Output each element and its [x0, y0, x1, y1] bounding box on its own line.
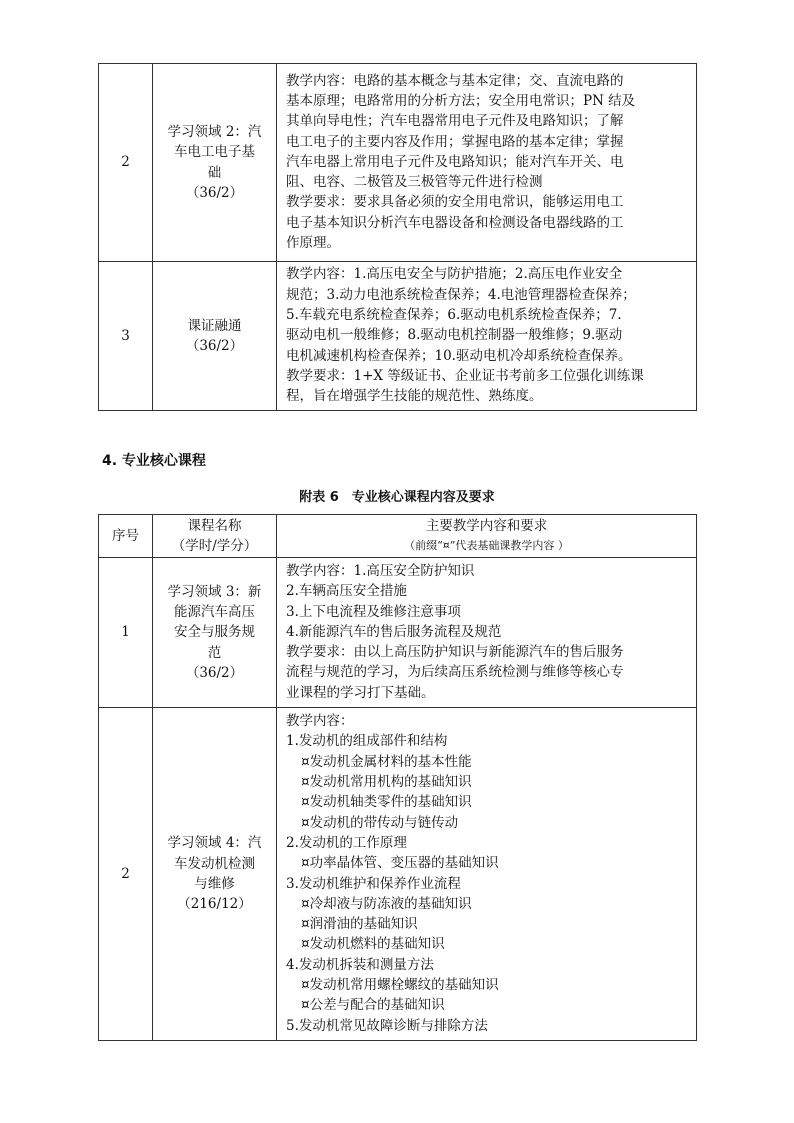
course-content — [277, 558, 697, 708]
text-line: ¤发动机常用螺栓螺纹的基础知识 — [301, 976, 499, 993]
text-line: 教学内容： — [286, 713, 354, 730]
text-line: 3.上下电流程及维修注意事项 — [286, 603, 461, 620]
course-name — [153, 708, 277, 1041]
section-heading: 4. 专业核心课程 — [102, 453, 206, 469]
text-line: ¤冷却液与防冻液的基础知识 — [301, 895, 472, 912]
table-row — [99, 64, 697, 262]
text-line: （216/12） — [177, 896, 252, 913]
text-line: 车发动机检测 — [174, 855, 255, 872]
text-line: 与维修 — [194, 876, 235, 892]
text-line: ¤发动机燃料的基础知识 — [301, 936, 445, 953]
text-line: 教学内容：1.高压安全防护知识 — [286, 562, 475, 579]
text-line: 电工电子的主要内容及作用；掌握电路的基本定律；掌握 — [286, 133, 624, 150]
text-line: 教学要求：由以上高压防护知识与新能源汽车的售后服务 — [286, 644, 624, 661]
text-line: 作原理。 — [286, 235, 340, 252]
text-line: 汽车电器上常用电子元件及电路知识；能对汽车开关、电 — [286, 153, 624, 170]
text-line: 学习领域 3：新 — [167, 583, 262, 600]
text-line: （学时/学分） — [171, 538, 258, 554]
text-line: 2.发动机的工作原理 — [286, 834, 407, 851]
course-content — [277, 262, 697, 411]
row-number: 1 — [99, 558, 153, 708]
text-line: ¤发动机轴类零件的基础知识 — [301, 794, 472, 811]
text-line: 教学内容：电路的基本概念与基本定律；交、直流电路的 — [286, 72, 624, 89]
row-number: 2 — [99, 708, 153, 1041]
text-line: 车电工电子基 — [174, 144, 255, 161]
text-line: 教学内容：1.高压电安全与防护措施；2.高压电作业安全 — [286, 266, 623, 283]
core-course-table — [98, 514, 697, 1041]
text-line: （36/2） — [185, 664, 244, 681]
text-line: 2.车辆高压安全措施 — [286, 583, 407, 600]
text-line: 电子基本知识分析汽车电器设备和检测设备电器线路的工 — [286, 214, 624, 231]
text-line: 安全与服务规 — [174, 624, 255, 641]
header-content — [277, 515, 697, 558]
text-line: （前缀“¤”代表基础课教学内容 ） — [404, 539, 569, 552]
text-line: 主要教学内容和要求 — [425, 518, 548, 534]
text-line: 业课程的学习打下基础。 — [286, 684, 435, 701]
text-line: （36/2） — [185, 184, 244, 201]
row-number: 3 — [99, 262, 153, 411]
text-line: 础 — [207, 164, 222, 181]
text-line: ¤公差与配合的基础知识 — [301, 997, 445, 1014]
text-line: ¤功率晶体管、变压器的基础知识 — [301, 855, 499, 872]
table-row — [99, 708, 697, 1041]
text-line: 学习领域 2：汽 — [167, 123, 262, 140]
text-line: ¤润滑油的基础知识 — [301, 916, 418, 933]
text-line: 学习领域 4：汽 — [167, 835, 262, 852]
text-line: ¤发动机的带传动与链传动 — [301, 814, 459, 831]
table-row — [99, 558, 697, 708]
course-table-continued — [98, 63, 697, 411]
text-line: 范 — [207, 644, 222, 661]
table-caption: 附表 6 专业核心课程内容及要求 — [299, 490, 495, 505]
table-header-row — [99, 515, 697, 558]
course-content — [277, 64, 697, 262]
course-name — [153, 262, 277, 411]
table-row — [99, 262, 697, 411]
text-line: 课程名称 — [187, 518, 242, 534]
text-line: 其单向导电性；汽车电器常用电子元件及电路知识；了解 — [286, 113, 624, 130]
header-number: 序号 — [99, 515, 153, 558]
text-line: 4.新能源汽车的售后服务流程及规范 — [286, 623, 502, 640]
row-number: 2 — [99, 64, 153, 262]
text-line: 电机减速机构检查保养；10.驱动电机冷却系统检查保养。 — [286, 347, 632, 364]
text-line: ¤发动机金属材料的基本性能 — [301, 753, 472, 770]
text-line: 1.发动机的组成部件和结构 — [286, 733, 448, 750]
text-line: 基本原理；电路常用的分析方法；安全用电常识；PN 结及 — [286, 92, 636, 109]
text-line: 教学要求：要求具备必须的安全用电常识，能够运用电工 — [286, 194, 624, 211]
text-line: 阻、电容、二极管及三极管等元件进行检测 — [286, 174, 543, 191]
course-name — [153, 558, 277, 708]
text-line: 3.发动机维护和保养作业流程 — [286, 875, 461, 892]
text-line: ¤发动机常用机构的基础知识 — [301, 774, 472, 791]
text-line: 5.车载充电系统检查保养；6.驱动电机系统检查保养；7. — [286, 307, 622, 324]
text-line: 5.发动机常见故障诊断与排除方法 — [286, 1017, 488, 1034]
text-line: （36/2） — [185, 338, 244, 354]
text-line: 程，旨在增强学生技能的规范性、熟练度。 — [286, 388, 543, 405]
course-content — [277, 708, 697, 1041]
text-line: 规范；3.动力电池系统检查保养；4.电池管理器检查保养； — [286, 286, 636, 303]
course-name — [153, 64, 277, 262]
text-line: 流程与规范的学习，为后续高压系统检测与维修等核心专 — [286, 664, 624, 681]
header-course-name — [153, 515, 277, 558]
text-line: 4.发动机拆装和测量方法 — [286, 956, 434, 973]
text-line: 能源汽车高压 — [174, 604, 255, 621]
text-line: 课证融通 — [187, 317, 242, 334]
text-line: 教学要求：1+X 等级证书、企业证书考前多工位强化训练课 — [286, 367, 644, 384]
text-line: 驱动电机一般维修；8.驱动电机控制器一般维修；9.驱动 — [286, 327, 623, 344]
